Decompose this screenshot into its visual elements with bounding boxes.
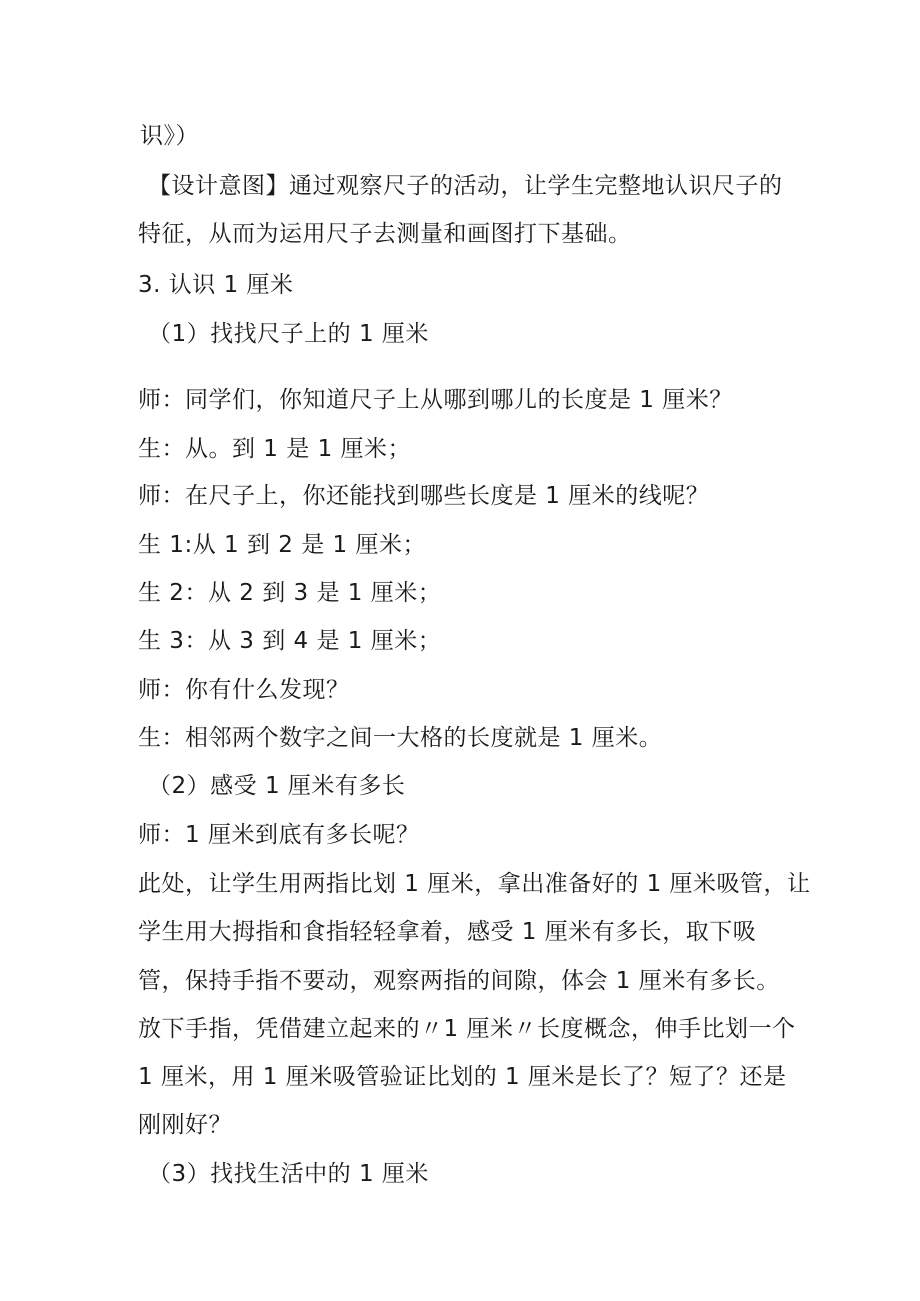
text-line: 生 2：从 2 到 3 是 1 厘米； [138,580,442,606]
subsection-heading: （1）找找尺子上的 1 厘米 [148,321,429,347]
text-line: 生：从。到 1 是 1 厘米； [138,436,412,462]
text-line: 生 3：从 3 到 4 是 1 厘米； [138,628,442,654]
subsection-heading: （2）感受 1 厘米有多长 [148,773,406,799]
text-line: 生 1:从 1 到 2 是 1 厘米； [138,532,426,558]
text-line: 生：相邻两个数字之间一大格的长度就是 1 厘米。 [138,725,663,751]
text-line: 识》） [140,123,199,149]
section-heading: 3. 认识 1 厘米 [138,272,294,298]
subsection-heading: （3）找找生活中的 1 厘米 [148,1161,429,1187]
text-line: 师：你有什么发现？ [138,677,350,703]
text-line: 师：同学们，你知道尺子上从哪到哪儿的长度是 1 厘米？ [138,387,733,413]
text-line: 师：在尺子上，你还能找到哪些长度是 1 厘米的线呢？ [138,483,710,509]
text-line: 【设计意图】通过观察尺子的活动，让学生完整地认识尺子的 [148,173,783,199]
text-line: 1 厘米，用 1 厘米吸管验证比划的 1 厘米是长了？短了？还是 [138,1064,787,1090]
text-line: 学生用大拇指和食指轻轻拿着，感受 1 厘米有多长，取下吸 [138,919,757,945]
text-line: 放下手指，凭借建立起来的〃1 厘米〃长度概念，伸手比划一个 [138,1016,796,1042]
text-line: 师：1 厘米到底有多长呢？ [138,822,420,848]
text-line: 刚刚好？ [138,1112,232,1138]
text-line: 此处，让学生用两指比划 1 厘米，拿出准备好的 1 厘米吸管，让 [138,871,811,897]
text-line: 管，保持手指不要动，观察两指的间隙，体会 1 厘米有多长。 [138,968,780,994]
text-line: 特征，从而为运用尺子去测量和画图打下基础。 [138,221,632,247]
